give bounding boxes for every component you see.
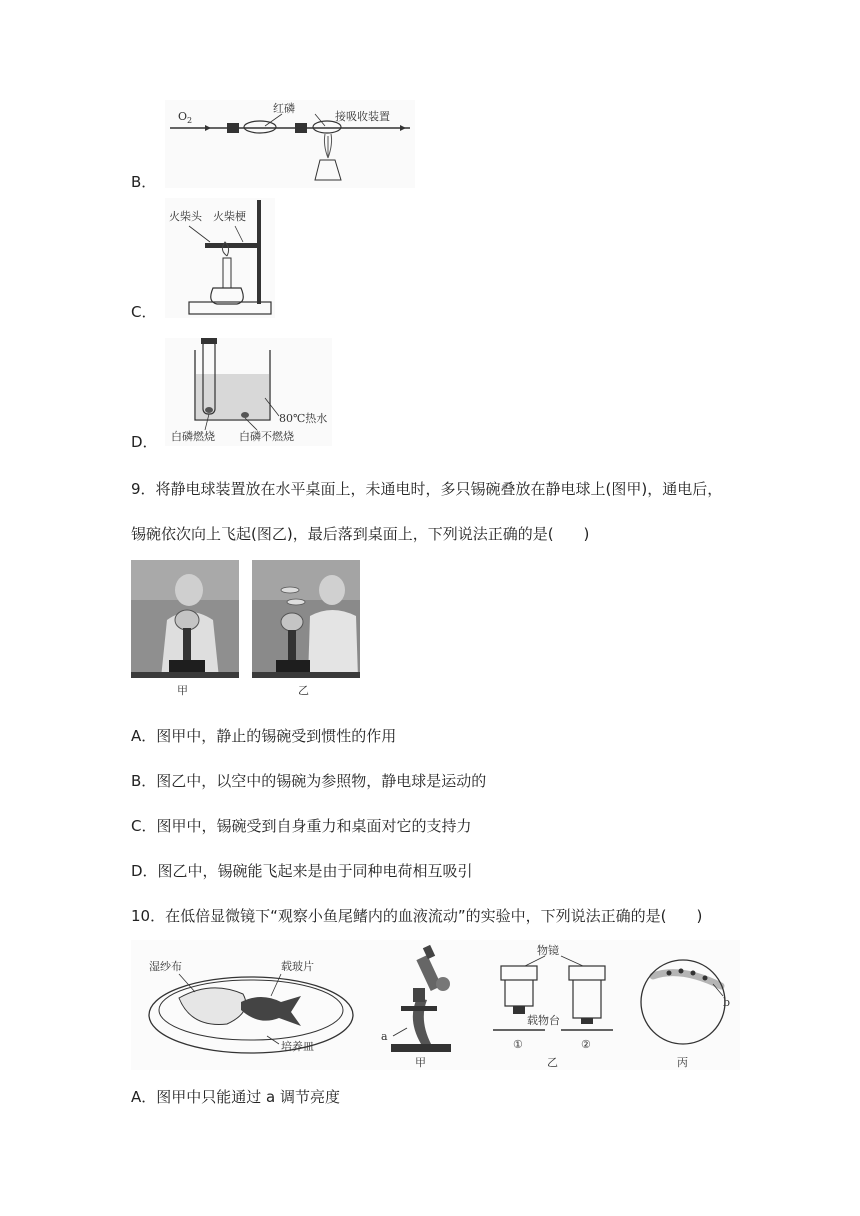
o2-label: $O_2$ bbox=[178, 110, 193, 125]
n2-label: ② bbox=[581, 1038, 591, 1051]
match-stick-label: 火柴梗 bbox=[213, 210, 246, 223]
slide-label: 载玻片 bbox=[281, 960, 314, 973]
a-label: a bbox=[381, 1030, 388, 1043]
q9-option-a: A．图甲中，静止的锡碗受到惯性的作用 bbox=[131, 727, 397, 745]
yi-label: 乙 bbox=[547, 1056, 558, 1069]
white-p-burn-label: 白磷燃烧 bbox=[171, 430, 215, 443]
white-p-noburn-label: 白磷不燃烧 bbox=[239, 430, 294, 443]
q9-photo-yi bbox=[252, 560, 360, 704]
bing-label: 丙 bbox=[677, 1056, 688, 1069]
q10-stem: 10．在低倍显微镜下“观察小鱼尾鳍内的血液流动”的实验中，下列说法正确的是( ) bbox=[131, 907, 703, 925]
n1-label: ① bbox=[513, 1038, 523, 1051]
photo-jia-caption: 甲 bbox=[177, 684, 188, 697]
dish-label: 培养皿 bbox=[281, 1040, 314, 1053]
q9-photo-jia bbox=[131, 560, 239, 704]
stage-label: 载物台 bbox=[527, 1014, 560, 1027]
apparatus-figure-d bbox=[165, 338, 332, 446]
red-phosphorus-label: 红磷 bbox=[273, 102, 295, 115]
q10-option-a: A．图甲中只能通过 a 调节亮度 bbox=[131, 1088, 340, 1106]
option-d-label: D． bbox=[131, 433, 158, 451]
q9-stem-line1: 9．将静电球装置放在水平桌面上，未通电时，多只锡碗叠放在静电球上(图甲)，通电后， bbox=[131, 480, 723, 498]
photo-yi-caption: 乙 bbox=[298, 684, 309, 697]
q9-option-d: D．图乙中，锡碗能飞起来是由于同种电荷相互吸引 bbox=[131, 862, 473, 880]
q9-option-b: B．图乙中，以空中的锡碗为参照物，静电球是运动的 bbox=[131, 772, 487, 790]
q9-stem-line2: 锡碗依次向上飞起(图乙)，最后落到桌面上，下列说法正确的是( ) bbox=[131, 525, 590, 543]
apparatus-figure-b bbox=[165, 100, 415, 188]
jia-label: 甲 bbox=[415, 1056, 426, 1069]
match-head-label: 火柴头 bbox=[169, 210, 202, 223]
option-b-label: B． bbox=[131, 173, 157, 191]
hot-water-label: 80℃热水 bbox=[279, 412, 328, 425]
q10-figure bbox=[131, 940, 740, 1070]
apparatus-figure-c bbox=[165, 198, 275, 318]
q9-option-c: C．图甲中，锡碗受到自身重力和桌面对它的支持力 bbox=[131, 817, 472, 835]
option-c-label: C． bbox=[131, 303, 157, 321]
objective-label: 物镜 bbox=[537, 944, 559, 957]
wet-gauze-label: 湿纱布 bbox=[149, 960, 182, 973]
absorber-label: 接吸收装置 bbox=[335, 110, 390, 123]
b-label: b bbox=[723, 996, 731, 1009]
